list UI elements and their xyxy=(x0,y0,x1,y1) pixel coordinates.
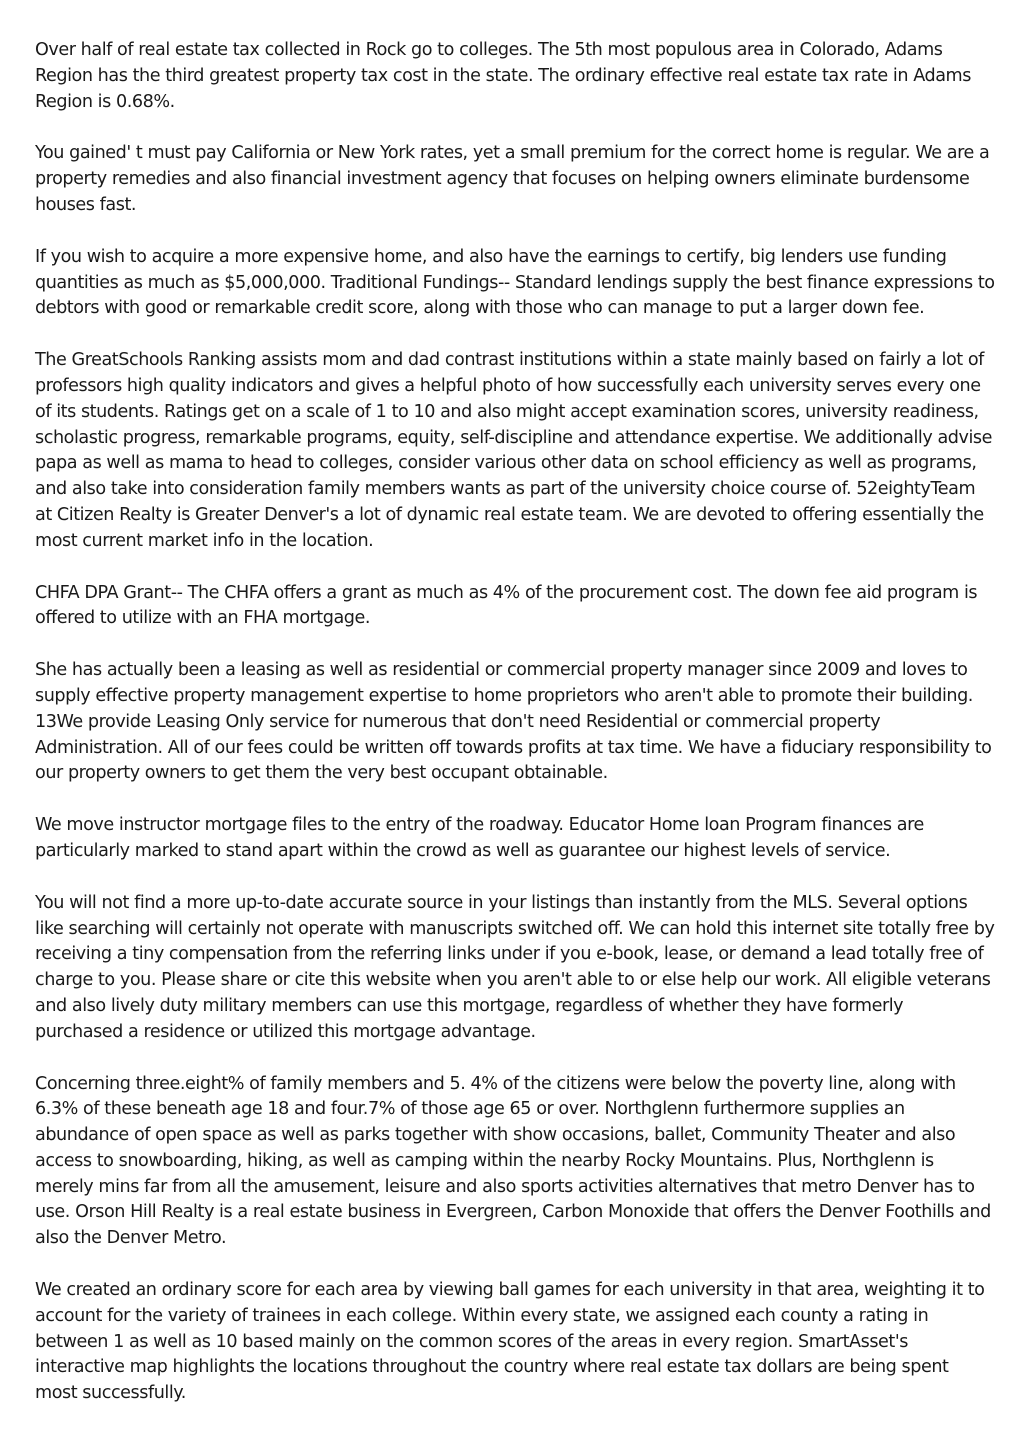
paragraph-property-tax-rock: Over half of real estate tax collected in Rock go to colleges. The 5th most populous area in Colorado, Adams Region has the third greatest property tax cost in the state. The ordinary effective real estate tax rate in Adams Region is 0.68%. xyxy=(35,40,971,112)
document-body xyxy=(35,38,995,1433)
paragraph-instructor-mortgage: We move instructor mortgage files to the entry of the roadway. Educator Home loan Program finances are particularly marked to stand apart within the crowd as well as guarantee our highest levels of service. xyxy=(35,815,924,861)
paragraph-greatschools-ranking: The GreatSchools Ranking assists mom and dad contrast institutions within a state mainly based on fairly a lot of professors high quality indicators and gives a helpful photo of how successfully each university serves every one of its students. Ratings get on a scale of 1 to 10 and also might accept examination scores, university readiness, scholastic progress, remarkable programs, equity, self-discipline and attendance expertise. We additionally advise papa as well as mama to head to colleges, consider various other data on school efficiency as well as programs, and also take into consideration family members wants as part of the university choice course of. 52eightyTeam at Citizen Realty is Greater Denver's a lot of dynamic real estate team. We are devoted to offering essentially the most current market info in the location. xyxy=(35,350,993,551)
paragraph-leasing-manager: She has actually been a leasing as well as residential or commercial property manager since 2009 and loves to supply effective property management expertise to home proprietors who aren't able to promote their building. 13We provide Leasing Only service for numerous that don't need Residential or commercial property Administration. All of our fees could be written off towards profits at tax time. We have a fiduciary responsibility to our property owners to get them the very best occupant obtainable. xyxy=(35,660,992,784)
paragraph-chfa-dpa-grant: CHFA DPA Grant-- The CHFA offers a grant as much as 4% of the procurement cost. The down fee aid program is offered to utilize with an FHA mortgage. xyxy=(35,582,978,629)
paragraph-ordinary-score: We created an ordinary score for each area by viewing ball games for each university in that area, weighting it to account for the variety of trainees in each college. Within every state, we assigned each county a rating in between 1 as well as 10 based mainly on the common scores of the areas in every region. SmartAsset's interactive map highlights the locations throughout the country where real estate tax dollars are being spent most successfully. xyxy=(35,1280,985,1404)
paragraph-mls-source: You will not find a more up-to-date accurate source in your listings than instantly from the MLS. Several options like searching will certainly not operate with manuscripts switched off. We can hold this internet site totally free by receiving a tiny compensation from the referring links under if you e-book, lease, or demand a lead totally free of charge to you. Please share or cite this website when you aren't able to or else help our work. All eligible veterans and also lively duty military members can use this mortgage, regardless of whether they have formerly purchased a residence or utilized this mortgage advantage. xyxy=(35,892,995,1042)
paragraph-california-rates: You gained' t must pay California or New York rates, yet a small premium for the correct home is regular. We are a property remedies and also financial investment agency that focuses on helping owners eliminate burdensome houses fast. xyxy=(35,143,990,215)
paragraph-expensive-home: If you wish to acquire a more expensive home, and also have the earnings to certify, big lenders use funding quantities as much as $5,000,000. Traditional Fundings-- Standard lendings supply the best finance expressions to debtors with good or remarkable credit score, along with those who can manage to put a larger down fee. xyxy=(35,246,995,319)
paragraph-northglenn: Concerning three.eight% of family members and 5. 4% of the citizens were below the poverty line, along with 6.3% of these beneath age 18 and four.7% of those age 65 or over. Northglenn furthermore supplies an abundance of open space as well as parks together with show occasions, ballet, Community Theater and also access to snowboarding, hiking, as well as camping within the nearby Rocky Mountains. Plus, Northglenn is merely mins far from all the amusement, leisure and also sports activities alternatives that metro Denver has to use. Orson Hill Realty is a real estate business in Evergreen, Carbon Monoxide that offers the Denver Foothills and also the Denver Metro. xyxy=(35,1073,991,1249)
